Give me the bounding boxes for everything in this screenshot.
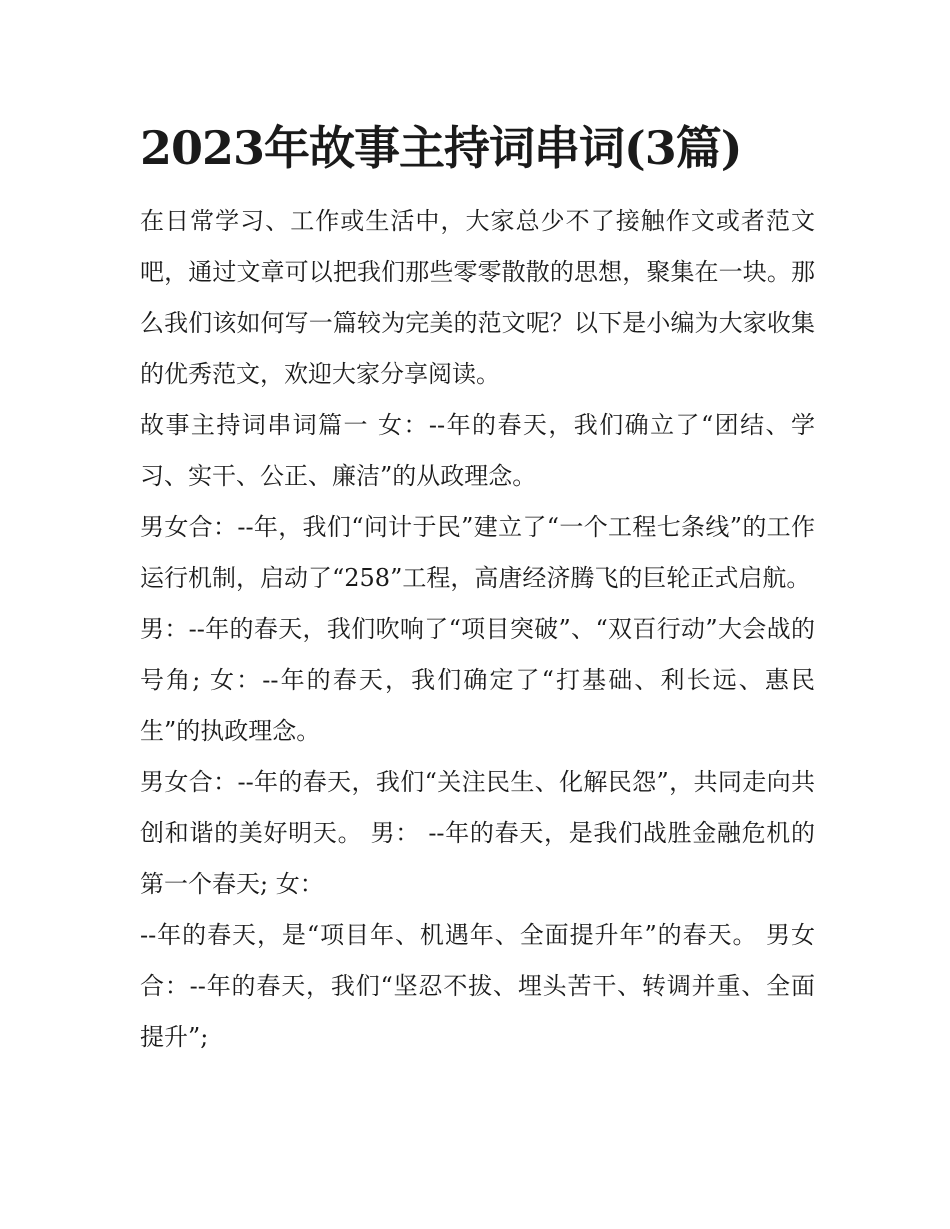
paragraph-intro: 在日常学习、工作或生活中，大家总少不了接触作文或者范文吧，通过文章可以把我们那些零零散散的思想，聚集在一块。那么我们该如何写一篇较为完美的范文呢？以下是小编为大家收集的优秀范文，欢迎大家分享阅读。 [140,207,815,388]
paragraph-2: 男女合：--年，我们“问计于民”建立了“一个工程七条线”的工作运行机制，启动了“258”工程，高唐经济腾飞的巨轮正式启航。 [140,513,815,592]
paragraph-3: 男：--年的春天，我们吹响了“项目突破”、“双百行动”大会战的号角; 女：--年的春天，我们确定了“打基础、利长远、惠民生”的执政理念。 [140,615,815,745]
document-body [140,196,815,1063]
document-title: 2023年故事主持词串词(3篇) [140,121,742,175]
paragraph-5: --年的春天，是“项目年、机遇年、全面提升年”的春天。 男女合：--年的春天，我们“坚忍不拔、埋头苦干、转调并重、全面提升”; [140,921,815,1051]
paragraph-4: 男女合：--年的春天，我们“关注民生、化解民怨”，共同走向共创和谐的美好明天。 男： --年的春天，是我们战胜金融危机的第一个春天; 女： [140,768,815,898]
paragraph-1: 故事主持词串词篇一 女：--年的春天，我们确立了“团结、学习、实干、公正、廉洁”的从政理念。 [140,411,815,490]
